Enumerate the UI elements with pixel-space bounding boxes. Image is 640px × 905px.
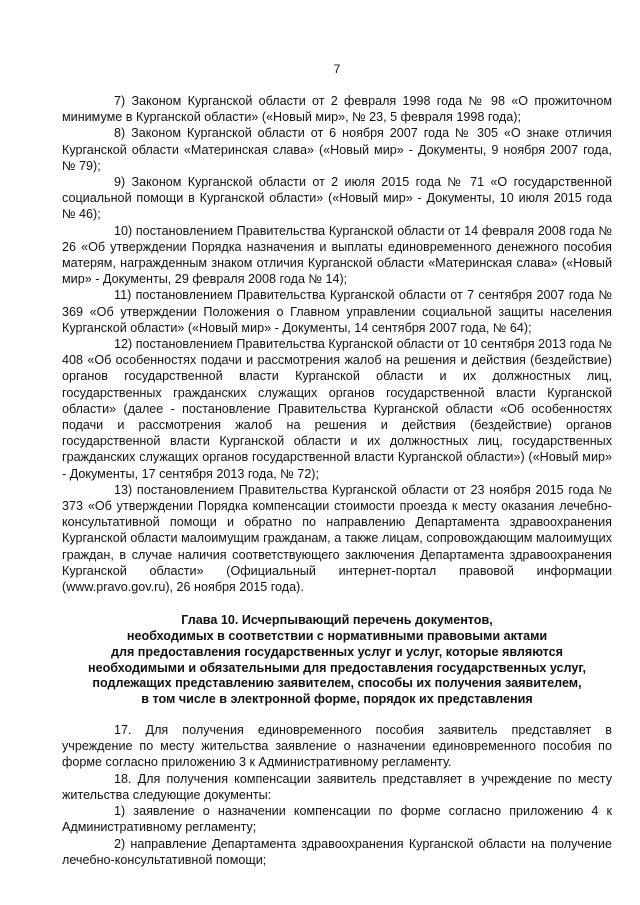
document-page (62, 0, 612, 905)
list-item-8: 8) Законом Курганской области от 6 ноября 2007 года № 305 «О знаке отличия Курганской области «Материнская слава» («Новый мир» - Документы, 9 ноября 2007 года, № 79); (62, 126, 612, 173)
chapter-heading-line: подлежащих представлению заявителем, способы их получения заявителем, (92, 676, 582, 691)
chapter-heading (62, 613, 612, 708)
list-item-12: 12) постановлением Правительства Курганской области от 10 сентября 2013 года № 408 «Об особенностях подачи и рассмотрения жалоб на решения и действия (бездействие) органов государственной власти Курганской области и их должностных лиц, государственных гражданских служащих органов государственной власти Курганской области» (далее - постановление Правительства Курганской области «Об особенностях подачи и рассмотрения жалоб на решения и действия (бездействие) органов государственной власти Курганской области и их должностных лиц, государственных гражданских служащих органов государственной власти Курганской области») («Новый мир» - Документы, 17 сентября 2013 года, № 72); (62, 337, 612, 481)
list-item-13: 13) постановлением Правительства Курганской области от 23 ноября 2015 года № 373 «Об утверждении Порядка компенсации стоимости проезда к месту оказания лечебно-консультативной помощи и обратно по направлению Департамента здравоохранения Курганской области малоимущим гражданам, а также лицам, сопровождающим малоимущих граждан, в случае наличия соответствующего заключения Департамента здравоохранения Курганской области» (Официальный интернет-портал правовой информации (www.pravo.gov.ru), 26 ноября 2015 года). (62, 482, 612, 595)
chapter-heading-line: для предоставления государственных услуг и услуг, которые являются (110, 644, 564, 659)
chapter-heading-line: необходимых в соответствии с нормативными правовыми актами (126, 629, 548, 644)
chapter-heading-line: необходимыми и обязательными для предоставления государственных услуг, (87, 660, 586, 675)
paragraph-18: 18. Для получения компенсации заявитель представляет в учреждение по месту жительства следующие документы: (62, 771, 612, 802)
chapter-heading-line: Глава 10. Исчерпывающий перечень документов, (181, 613, 493, 628)
page-number: 7 (333, 62, 341, 76)
paragraph-18-item-1: 1) заявление о назначении компенсации по форме согласно приложению 4 к Административному регламенту; (62, 804, 612, 835)
list-item-9: 9) Законом Курганской области от 2 июля 2015 года № 71 «О государственной социальной помощи в Курганской области» («Новый мир» - Документы, 10 июля 2015 года № 46); (62, 175, 612, 222)
list-item-7: 7) Законом Курганской области от 2 февраля 1998 года № 98 «О прожиточном минимуме в Курганской области» («Новый мир», № 23, 5 февраля 1998 года); (62, 94, 612, 125)
chapter-heading-line: в том числе в электронной форме, порядок их представления (141, 692, 533, 707)
paragraph-17: 17. Для получения единовременного пособия заявитель представляет в учреждение по месту жительства заявление о назначении единовременного пособия по форме согласно приложению 3 к Административному регламенту. (62, 723, 612, 770)
list-item-10: 10) постановлением Правительства Курганской области от 14 февраля 2008 года № 26 «Об утверждении Порядка назначения и выплаты единовременного денежного пособия матерям, награжденным знаком отличия Курганской области «Материнская слава» («Новый мир» - Документы, 29 февраля 2008 года № 14); (62, 223, 612, 287)
list-item-11: 11) постановлением Правительства Курганской области от 7 сентября 2007 года № 369 «Об утверждении Положения о Главном управлении социальной защиты населения Курганской области» («Новый мир» - Документы, 14 сентября 2007 года, № 64); (62, 288, 612, 335)
document-body (62, 93, 612, 868)
paragraph-18-item-2: 2) направление Департамента здравоохранения Курганской области на получение лечебно-консультативной помощи; (62, 836, 612, 867)
